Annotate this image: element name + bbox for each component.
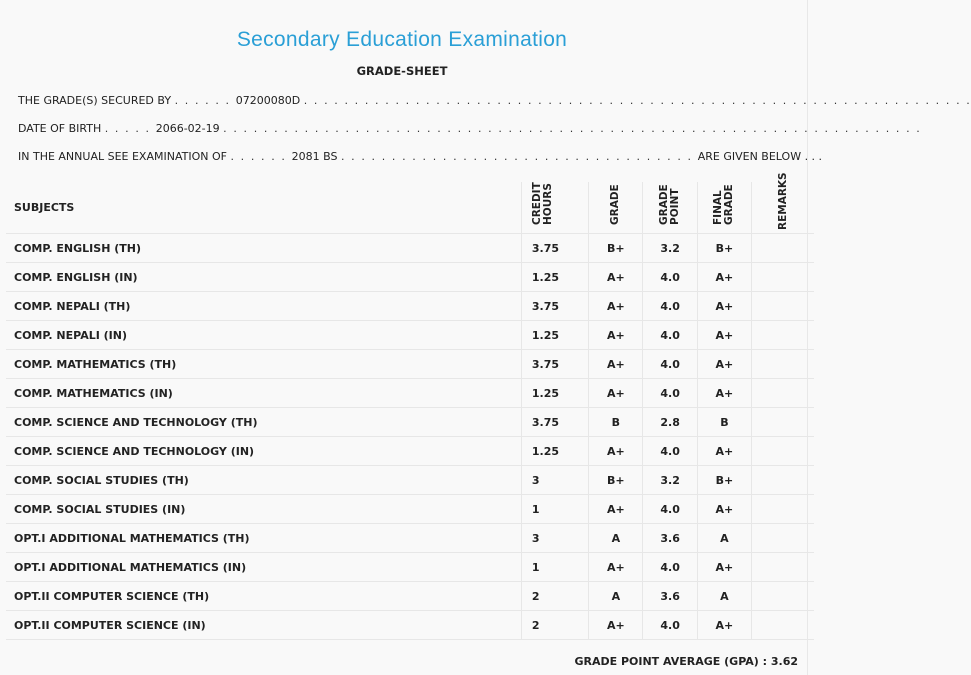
subject-cell: OPT.II COMPUTER SCIENCE (IN) (6, 611, 521, 640)
subject-cell: OPT.I ADDITIONAL MATHEMATICS (IN) (6, 553, 521, 582)
dob-value: 2066-02-19 (155, 122, 220, 135)
grade-cell: A (589, 582, 643, 611)
table-row (6, 292, 814, 321)
subject-cell: COMP. SCIENCE AND TECHNOLOGY (IN) (6, 437, 521, 466)
header-final-grade: FINAL GRADE (697, 182, 751, 234)
exam-year-value: 2081 BS (291, 150, 338, 163)
table-row (6, 466, 814, 495)
remarks-cell (752, 350, 814, 379)
table-row (6, 234, 814, 263)
credit-hours-cell: 2 (521, 582, 588, 611)
remarks-cell (752, 466, 814, 495)
final-grade-cell: B+ (697, 234, 751, 263)
secured-by-label: THE GRADE(S) SECURED BY (18, 94, 172, 107)
final-grade-cell: A (697, 582, 751, 611)
header-grade-point: GRADE POINT (643, 182, 697, 234)
final-grade-cell: A+ (697, 379, 751, 408)
grade-cell: A+ (589, 350, 643, 379)
info-date-of-birth: DATE OF BIRTH . . . . . 2066-02-19 . . . . . . . . . . . . . . . . . . . . . . . . . . . . . . . . . . . . . . . . . . . . . . . . . . . . . . . . . . . . . . . . . . . . . (18, 122, 922, 135)
table-row (6, 553, 814, 582)
header-credit-hours: CREDIT HOURS (521, 182, 588, 234)
credit-hours-cell: 3.75 (521, 234, 588, 263)
exam-label: IN THE ANNUAL SEE EXAMINATION OF (18, 150, 227, 163)
credit-hours-cell: 3.75 (521, 408, 588, 437)
grade-point-cell: 4.0 (643, 292, 697, 321)
table-row (6, 263, 814, 292)
grade-cell: A+ (589, 611, 643, 640)
table-row (6, 408, 814, 437)
credit-hours-cell: 3 (521, 466, 588, 495)
dob-label: DATE OF BIRTH (18, 122, 102, 135)
table-header-row (6, 182, 814, 234)
grade-point-cell: 4.0 (643, 553, 697, 582)
credit-hours-cell: 3.75 (521, 292, 588, 321)
table-row (6, 582, 814, 611)
subject-cell: COMP. MATHEMATICS (TH) (6, 350, 521, 379)
final-grade-cell: B+ (697, 466, 751, 495)
credit-hours-cell: 3.75 (521, 350, 588, 379)
info-secured-by: THE GRADE(S) SECURED BY . . . . . . 07200080D . . . . . . . . . . . . . . . . . . . . . . . . . . . . . . . . . . . . . . . . . . . . . . . . . . . . . . . . . . . . . . . . . . (18, 94, 971, 107)
page-title: Secondary Education Examination (236, 28, 568, 51)
subject-cell: COMP. SOCIAL STUDIES (TH) (6, 466, 521, 495)
subject-cell: OPT.II COMPUTER SCIENCE (TH) (6, 582, 521, 611)
final-grade-cell: A+ (697, 292, 751, 321)
grade-point-cell: 4.0 (643, 321, 697, 350)
gpa-summary (574, 655, 798, 668)
grade-cell: A+ (589, 495, 643, 524)
final-grade-cell: A+ (697, 553, 751, 582)
grade-cell: B+ (589, 234, 643, 263)
remarks-cell (752, 234, 814, 263)
table-row (6, 524, 814, 553)
remarks-cell (752, 437, 814, 466)
remarks-cell (752, 379, 814, 408)
gpa-label: GRADE POINT AVERAGE (GPA) : (574, 655, 768, 668)
credit-hours-cell: 2 (521, 611, 588, 640)
grade-cell: A+ (589, 553, 643, 582)
exam-suffix: ARE GIVEN BELOW . . . (697, 150, 823, 163)
subject-cell: OPT.I ADDITIONAL MATHEMATICS (TH) (6, 524, 521, 553)
subject-cell: COMP. SCIENCE AND TECHNOLOGY (TH) (6, 408, 521, 437)
header-remarks: REMARKS (752, 182, 814, 234)
table-row (6, 437, 814, 466)
credit-hours-cell: 1 (521, 553, 588, 582)
credit-hours-cell: 1.25 (521, 263, 588, 292)
grade-sheet-heading: GRADE-SHEET (356, 64, 448, 78)
credit-hours-cell: 1 (521, 495, 588, 524)
grade-point-cell: 4.0 (643, 495, 697, 524)
grade-cell: A+ (589, 321, 643, 350)
table-row (6, 350, 814, 379)
gpa-value: 3.62 (770, 655, 798, 668)
final-grade-cell: A (697, 524, 751, 553)
grade-cell: A (589, 524, 643, 553)
remarks-cell (752, 263, 814, 292)
subject-cell: COMP. ENGLISH (TH) (6, 234, 521, 263)
table-row (6, 321, 814, 350)
remarks-cell (752, 408, 814, 437)
grade-point-cell: 4.0 (643, 350, 697, 379)
grade-cell: B (589, 408, 643, 437)
remarks-cell (752, 292, 814, 321)
table-row (6, 611, 814, 640)
final-grade-cell: A+ (697, 495, 751, 524)
remarks-cell (752, 582, 814, 611)
grade-point-cell: 3.6 (643, 582, 697, 611)
subject-cell: COMP. ENGLISH (IN) (6, 263, 521, 292)
symbol-number-value: 07200080D (235, 94, 301, 107)
final-grade-cell: B (697, 408, 751, 437)
final-grade-cell: A+ (697, 350, 751, 379)
credit-hours-cell: 1.25 (521, 379, 588, 408)
grade-point-cell: 4.0 (643, 611, 697, 640)
info-examination: IN THE ANNUAL SEE EXAMINATION OF . . . . . . 2081 BS . . . . . . . . . . . . . . . . . . . . . . . . . . . . . . . . . . . ARE GIVEN BELOW . . . (18, 150, 823, 163)
remarks-cell (752, 321, 814, 350)
final-grade-cell: A+ (697, 263, 751, 292)
credit-hours-cell: 1.25 (521, 321, 588, 350)
remarks-cell (752, 495, 814, 524)
remarks-cell (752, 553, 814, 582)
subject-cell: COMP. NEPALI (IN) (6, 321, 521, 350)
final-grade-cell: A+ (697, 321, 751, 350)
grades-table (6, 172, 814, 640)
grade-point-cell: 4.0 (643, 263, 697, 292)
subject-cell: COMP. MATHEMATICS (IN) (6, 379, 521, 408)
grade-cell: B+ (589, 466, 643, 495)
header-grade: GRADE (589, 182, 643, 234)
final-grade-cell: A+ (697, 437, 751, 466)
subject-cell: COMP. SOCIAL STUDIES (IN) (6, 495, 521, 524)
grade-point-cell: 2.8 (643, 408, 697, 437)
grade-cell: A+ (589, 263, 643, 292)
credit-hours-cell: 3 (521, 524, 588, 553)
grade-point-cell: 4.0 (643, 379, 697, 408)
header-subjects: SUBJECTS (6, 182, 521, 234)
credit-hours-cell: 1.25 (521, 437, 588, 466)
grade-point-cell: 3.6 (643, 524, 697, 553)
subject-cell: COMP. NEPALI (TH) (6, 292, 521, 321)
grade-point-cell: 3.2 (643, 466, 697, 495)
final-grade-cell: A+ (697, 611, 751, 640)
grade-point-cell: 3.2 (643, 234, 697, 263)
grade-cell: A+ (589, 379, 643, 408)
table-row (6, 379, 814, 408)
grade-point-cell: 4.0 (643, 437, 697, 466)
grade-cell: A+ (589, 437, 643, 466)
remarks-cell (752, 611, 814, 640)
grade-cell: A+ (589, 292, 643, 321)
table-row (6, 495, 814, 524)
remarks-cell (752, 524, 814, 553)
